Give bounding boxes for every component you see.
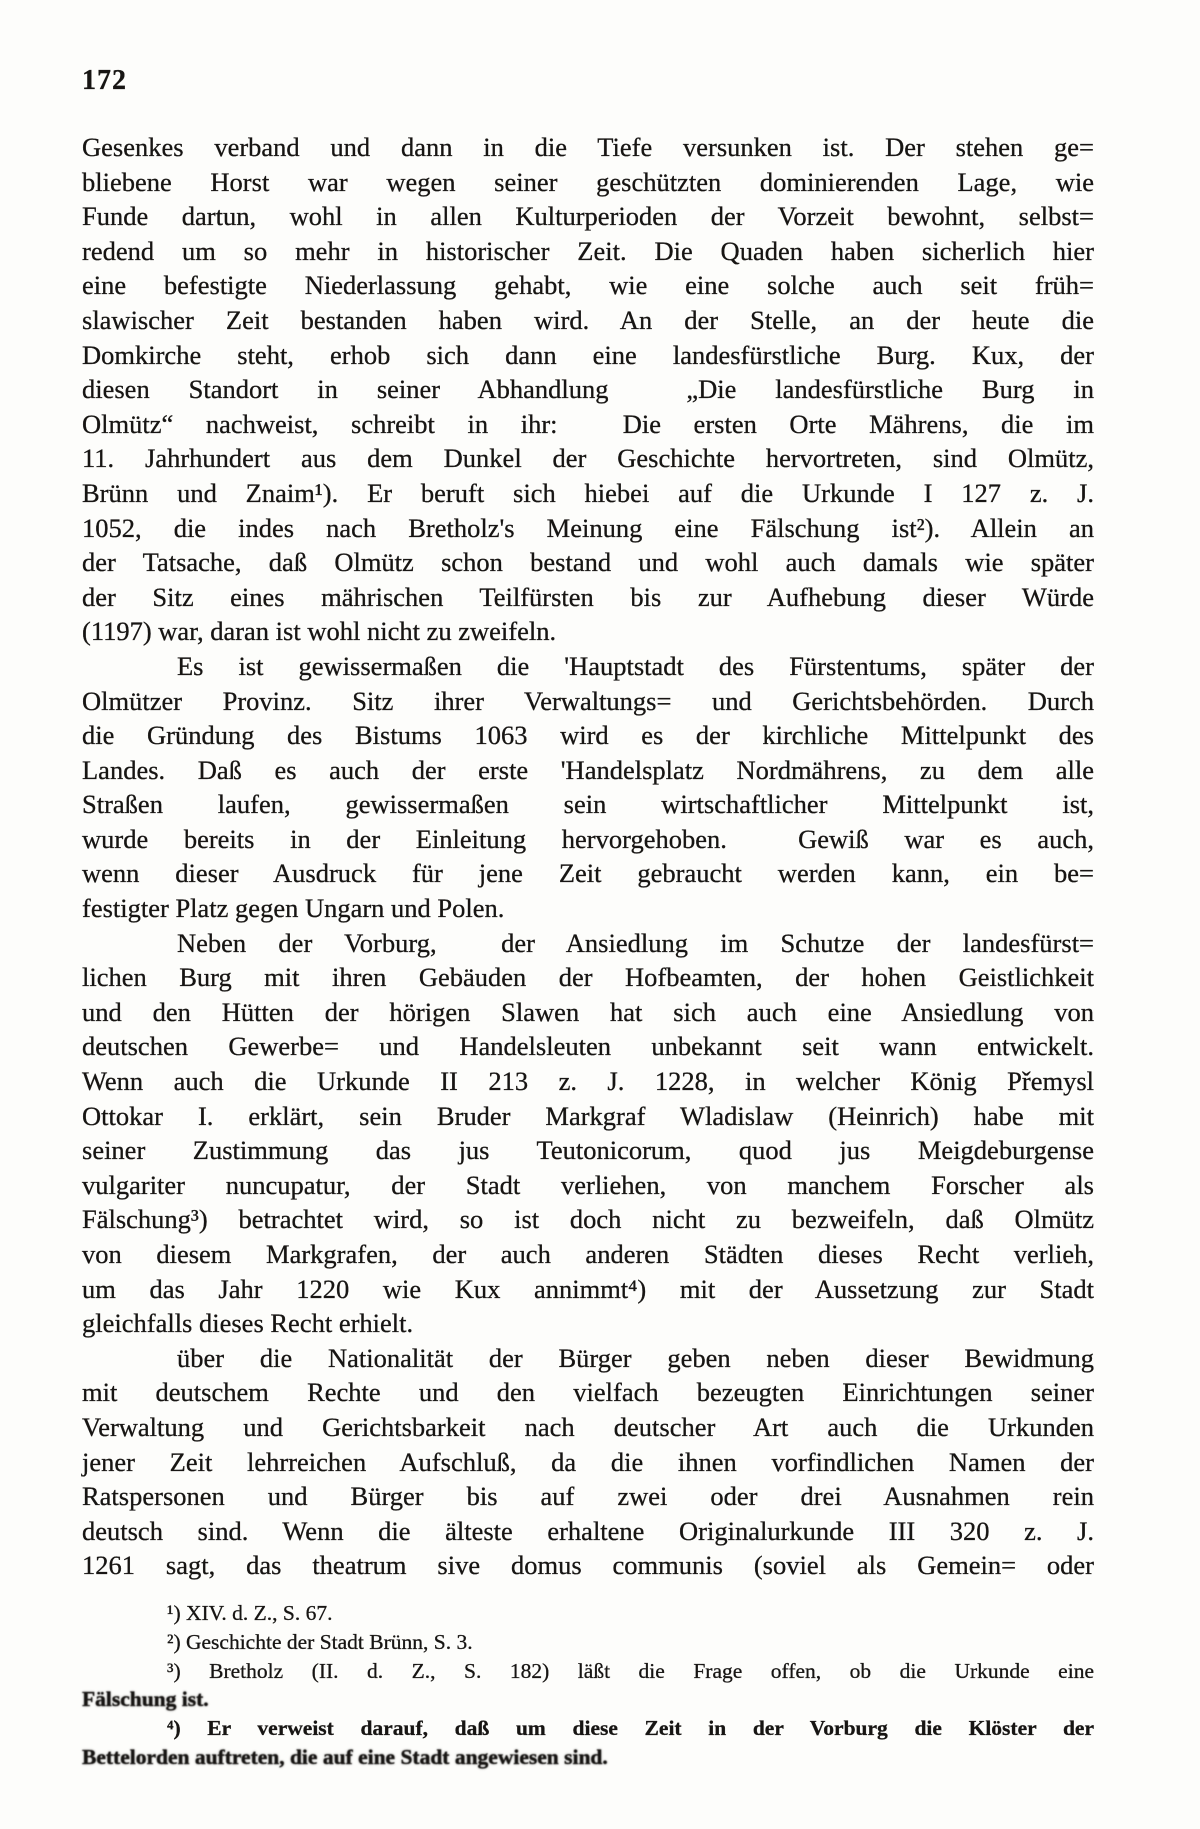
text-line: Funde dartun, wohl in allen Kulturperioden der Vorzeit bewohnt, selbst= — [82, 201, 1094, 232]
text-line: deutschen Gewerbe= und Handelsleuten unbekannt seit wann entwickelt. — [82, 1031, 1094, 1062]
text-line: die Gründung des Bistums 1063 wird es der kirchliche Mittelpunkt des — [82, 720, 1094, 751]
text-line: Domkirche steht, erhob sich dann eine landesfürstliche Burg. Kux, der — [82, 339, 1094, 370]
text-line: Straßen laufen, gewissermaßen sein wirtschaftlicher Mittelpunkt ist, — [82, 789, 1094, 820]
footnotes — [82, 1599, 1094, 1772]
text-line: 11. Jahrhundert aus dem Dunkel der Geschichte hervortreten, sind Olmütz, — [82, 443, 1094, 474]
footnote-line: ¹) XIV. d. Z., S. 67. — [167, 1600, 333, 1625]
text-line: Ottokar I. erklärt, sein Bruder Markgraf Wladislaw (Heinrich) habe mit — [82, 1100, 1094, 1131]
text-line: festigter Platz gegen Ungarn und Polen. — [82, 893, 505, 924]
footnote-line: ²) Geschichte der Stadt Brünn, S. 3. — [167, 1629, 473, 1654]
text-line: und den Hütten der hörigen Slawen hat sich auch eine Ansiedlung von — [82, 996, 1094, 1027]
text-line: gleichfalls dieses Recht erhielt. — [82, 1308, 414, 1339]
text-line: Ratspersonen und Bürger bis auf zwei oder drei Ausnahmen rein — [82, 1481, 1094, 1512]
text-line: Wenn auch die Urkunde II 213 z. J. 1228, in welcher König Přemysl — [82, 1066, 1094, 1097]
text-line: der Sitz eines mährischen Teilfürsten bis zur Aufhebung dieser Würde — [82, 581, 1094, 612]
text-line: wurde bereits in der Einleitung hervorgehoben. Gewiß war es auch, — [82, 823, 1094, 854]
text-line: slawischer Zeit bestanden haben wird. An der Stelle, an der heute die — [82, 304, 1094, 335]
text-line: von diesem Markgrafen, der auch anderen Städten dieses Recht verlieh, — [82, 1239, 1094, 1269]
body-text — [82, 130, 1094, 1583]
text-line: um das Jahr 1220 wie Kux annimmt⁴) mit der Aussetzung zur Stadt — [82, 1273, 1094, 1304]
text-line: über die Nationalität der Bürger geben neben dieser Bewidmung — [177, 1342, 1094, 1373]
text-line: diesen Standort in seiner Abhandlung „Die landesfürstliche Burg in — [82, 374, 1094, 405]
text-line: bliebene Horst war wegen seiner geschützten dominierenden Lage, wie — [82, 166, 1094, 197]
footnote-line: Bettelorden auftreten, die auf eine Stadt angewiesen sind. — [82, 1744, 608, 1769]
footnote-line: Fälschung ist. — [82, 1687, 209, 1712]
text-line: mit deutschem Rechte und den vielfach bezeugten Einrichtungen seiner — [82, 1377, 1094, 1408]
paragraph — [82, 649, 1094, 926]
text-line: redend um so mehr in historischer Zeit. Die Quaden haben sicherlich hier — [82, 235, 1094, 266]
page-number: 172 — [82, 65, 127, 96]
text-line: Es ist gewissermaßen die 'Hauptstadt des Fürstentums, später der — [177, 650, 1094, 681]
text-line: wenn dieser Ausdruck für jene Zeit gebraucht werden kann, ein be= — [82, 858, 1094, 889]
text-line: 1261 sagt, das theatrum sive domus communis (soviel als Gemein= oder — [82, 1550, 1094, 1581]
text-line: jener Zeit lehrreichen Aufschluß, da die ihnen vorfindlichen Namen der — [82, 1446, 1094, 1477]
text-line: seiner Zustimmung das jus Teutonicorum, quod jus Meigdeburgense — [82, 1135, 1094, 1166]
text-line: Brünn und Znaim¹). Er beruft sich hiebei auf die Urkunde I 127 z. J. — [82, 477, 1094, 508]
text-line: Fälschung³) betrachtet wird, so ist doch nicht zu bezweifeln, daß Olmütz — [82, 1204, 1094, 1235]
footnote-line: ⁴) Er verweist darauf, daß um diese Zeit in der Vorburg die Klöster der — [167, 1716, 1094, 1741]
text-line: deutsch sind. Wenn die älteste erhaltene Originalurkunde III 320 z. J. — [82, 1515, 1094, 1546]
text-line: Landes. Daß es auch der erste 'Handelsplatz Nordmährens, zu dem alle — [82, 754, 1094, 785]
text-line: der Tatsache, daß Olmütz schon bestand und wohl auch damals wie später — [82, 547, 1094, 578]
paragraph — [82, 1341, 1094, 1583]
footnote-line: ³) Bretholz (II. d. Z., S. 182) läßt die Frage offen, ob die Urkunde eine — [167, 1658, 1094, 1683]
text-line: lichen Burg mit ihren Gebäuden der Hofbeamten, der hohen Geistlichkeit — [82, 962, 1094, 993]
paragraph — [82, 926, 1094, 1341]
text-line: Verwaltung und Gerichtsbarkeit nach deutscher Art auch die Urkunden — [82, 1411, 1094, 1442]
paragraph — [82, 130, 1094, 649]
text-line: Gesenkes verband und dann in die Tiefe versunken ist. Der stehen ge= — [82, 132, 1094, 162]
text-line: 1052, die indes nach Bretholz's Meinung eine Fälschung ist²). Allein an — [82, 512, 1094, 543]
text-line: Olmützer Provinz. Sitz ihrer Verwaltungs= und Gerichtsbehörden. Durch — [82, 685, 1094, 716]
text-line: Neben der Vorburg, der Ansiedlung im Schutze der landesfürst= — [177, 927, 1094, 958]
text-line: eine befestigte Niederlassung gehabt, wie eine solche auch seit früh= — [82, 270, 1094, 301]
text-line: (1197) war, daran ist wohl nicht zu zweifeln. — [82, 616, 557, 647]
text-line: vulgariter nuncupatur, der Stadt verliehen, von manchem Forscher als — [82, 1169, 1094, 1200]
text-line: Olmütz“ nachweist, schreibt in ihr: Die ersten Orte Mährens, die im — [82, 408, 1094, 439]
